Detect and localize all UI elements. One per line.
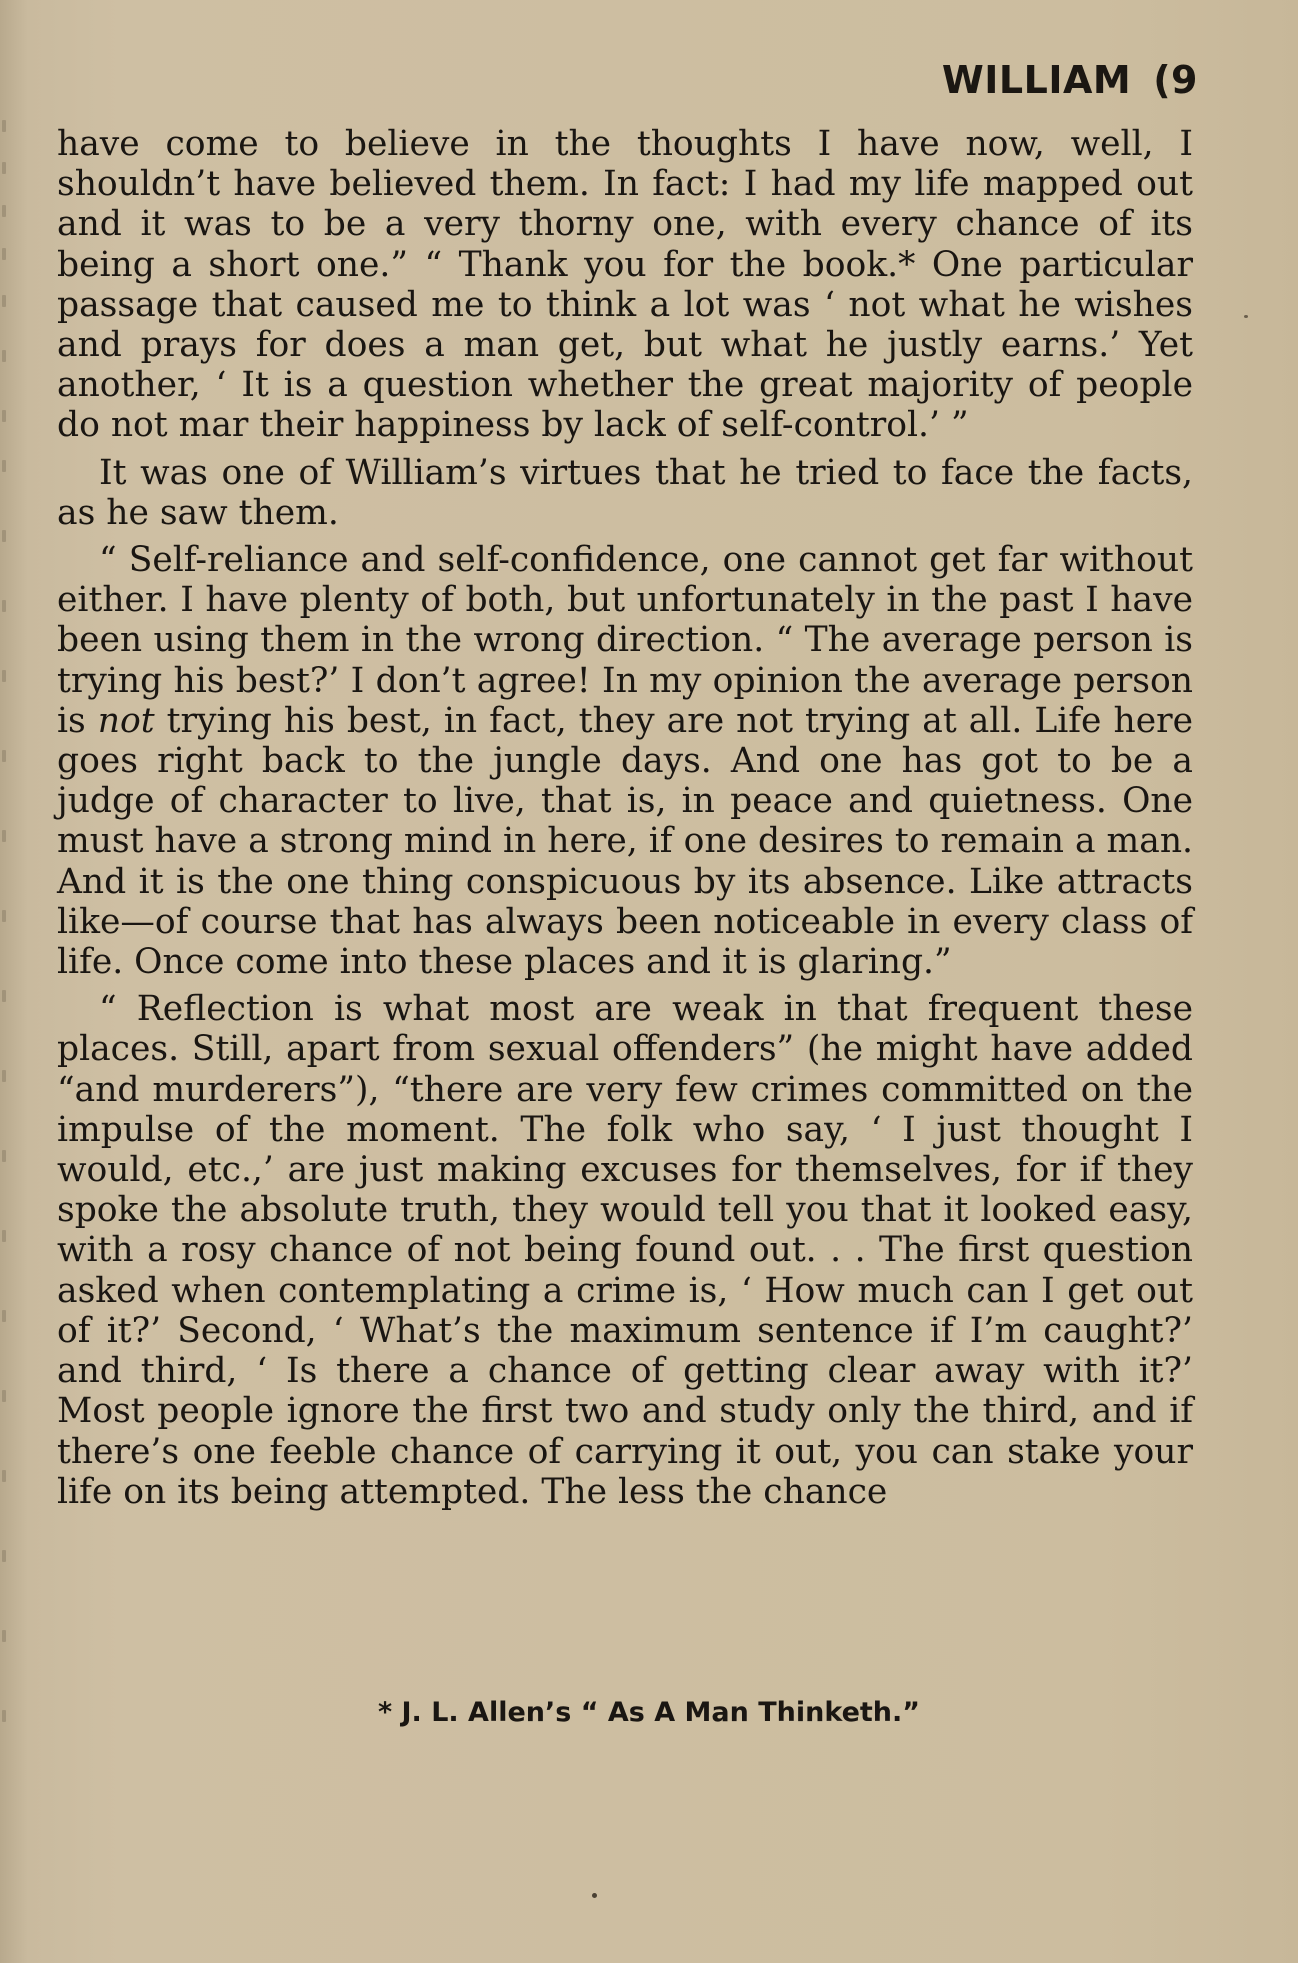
paragraph: “ Self-reliance and self-confidence, one cannot get far without either. I have plenty of both, but unfortunately in the past I have been using them in the wrong direction. “ The average person is trying his best?’ I don’t agree! In my opinion the average person is not trying his best, in fact, they are not trying at all. Life here goes right back to the jungle days. And one has got to be a judge of character to live, that is, in peace and quietness. One must have a strong mind in here, if one desires to remain a man. And it is the one thing conspicuous by its absence. Like attracts like—of course that has always been noticeable in every class of life. Once come into these places and it is glaring.” bbox=[57, 540, 1194, 983]
gutter-mark bbox=[2, 1470, 6, 1482]
gutter-mark bbox=[2, 990, 6, 1002]
paragraph: “ Reflection is what most are weak in that frequent these places. Still, apart from sexual offenders” (he might have added “and murderers”), “there are very few crimes committed on the impulse of the moment. The folk who say, ‘ I just thought I would, etc.,’ are just making excuses for themselves, for if they spoke the absolute truth, they would tell you that it looked easy, with a rosy chance of not being found out. . . The first question asked when contemplating a crime is, ‘ How much can I get out of it?’ Second, ‘ What’s the maximum sentence if I’m caught?’ and third, ‘ Is there a chance of getting clear away with it?’ Most people ignore the first two and study only the third, and if there’s one feeble chance of carrying it out, you can stake your life on its being attempted. The less the chance bbox=[57, 989, 1193, 1512]
paper-speck bbox=[592, 1893, 597, 1898]
running-header bbox=[942, 58, 1198, 102]
gutter-mark bbox=[2, 120, 6, 132]
body-text bbox=[57, 124, 1193, 1512]
running-title: WILLIAM bbox=[941, 58, 1132, 102]
gutter-mark bbox=[2, 460, 6, 472]
page-number: (9 bbox=[1153, 58, 1198, 102]
footnote: * J. L. Allen’s “ As A Man Thinketh.” bbox=[377, 1697, 921, 1728]
gutter-mark bbox=[2, 910, 6, 922]
paper-speck bbox=[1244, 315, 1248, 318]
gutter-mark bbox=[2, 530, 6, 542]
binding-gutter bbox=[2, 110, 14, 1760]
gutter-mark bbox=[2, 162, 6, 174]
gutter-mark bbox=[2, 1230, 6, 1242]
gutter-mark bbox=[2, 750, 6, 762]
gutter-mark bbox=[2, 1310, 6, 1322]
italic-emphasis: not bbox=[97, 700, 155, 741]
gutter-mark bbox=[2, 248, 6, 260]
gutter-mark bbox=[2, 600, 6, 612]
gutter-mark bbox=[2, 1150, 6, 1162]
gutter-mark bbox=[2, 1390, 6, 1402]
gutter-mark bbox=[2, 205, 6, 217]
paragraph: It was one of William’s virtues that he tried to face the facts, as he saw them. bbox=[57, 452, 1193, 533]
gutter-mark bbox=[2, 295, 6, 307]
gutter-mark bbox=[2, 830, 6, 842]
gutter-mark bbox=[2, 1630, 6, 1642]
gutter-mark bbox=[2, 350, 6, 362]
gutter-mark bbox=[2, 1070, 6, 1082]
gutter-mark bbox=[2, 410, 6, 422]
gutter-mark bbox=[2, 1550, 6, 1562]
paragraph: have come to believe in the thoughts I have now, well, I shouldn’t have believed them. In fact: I had my life mapped out and it was to be a very thorny one, with every chance of its being a short one.” “ Thank you for the book.* One particular passage that caused me to think a lot was ‘ not what he wishes and prays for does a man get, but what he justly earns.’ Yet another, ‘ It is a question whether the great majority of people do not mar their happiness by lack of self-control.’ ” bbox=[57, 124, 1193, 446]
gutter-mark bbox=[2, 670, 6, 682]
